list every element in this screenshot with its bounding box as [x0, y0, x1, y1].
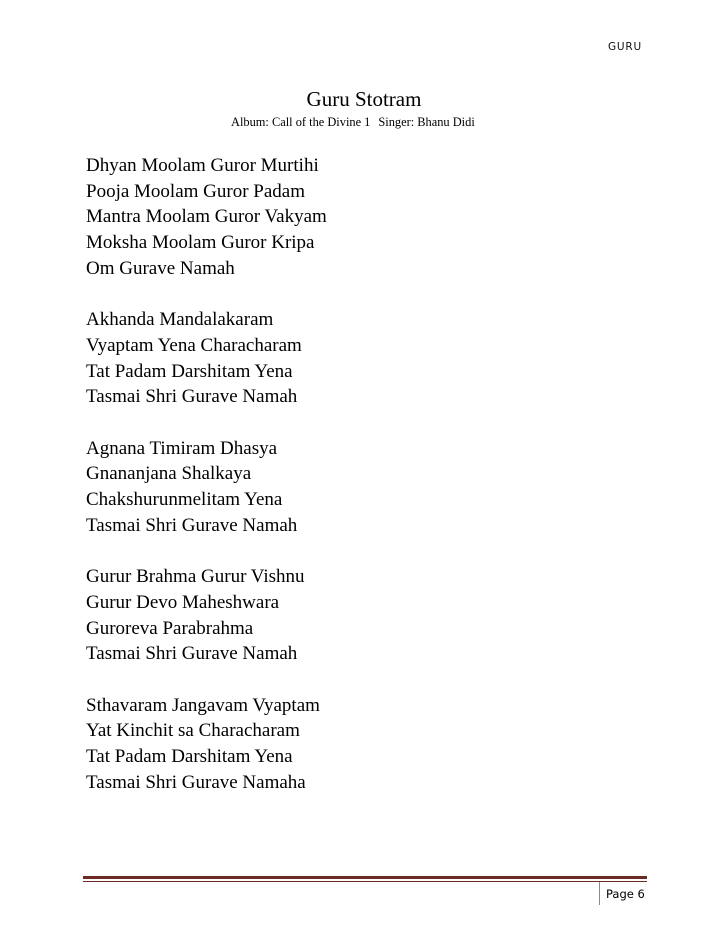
verse — [86, 436, 646, 539]
verse — [86, 564, 646, 667]
lyric-line: Guroreva Parabrahma — [86, 617, 254, 639]
page-title: Guru Stotram — [306, 87, 422, 111]
lyric-line: Gurur Brahma Gurur Vishnu — [86, 566, 305, 588]
singer-label: Singer: Bhanu Didi — [378, 115, 475, 129]
lyric-line: Dhyan Moolam Guror Murtihi — [86, 155, 319, 176]
lyrics-body — [86, 153, 646, 821]
footer-rule-thin — [83, 881, 647, 882]
lyric-line: Gurur Devo Maheshwara — [86, 591, 280, 613]
verse — [86, 153, 646, 282]
subtitle — [231, 115, 475, 130]
verse — [86, 307, 646, 410]
lyric-line: Tat Padam Darshitam Yena — [86, 746, 293, 768]
lyric-line: Mantra Moolam Guror Vakyam — [86, 206, 327, 228]
lyric-line: Akhanda Mandalakaram — [86, 309, 274, 331]
footer-divider — [599, 882, 600, 905]
lyric-line: Gnananjana Shalkaya — [86, 463, 252, 485]
lyric-line: Tat Padam Darshitam Yena — [86, 360, 293, 382]
album-label: Album: Call of the Divine 1 — [231, 115, 371, 129]
lyric-line: Pooja Moolam Guror Padam — [86, 180, 306, 202]
lyric-line: Moksha Moolam Guror Kripa — [86, 232, 315, 254]
running-header: GURU — [607, 41, 642, 53]
lyric-line: Om Gurave Namah — [86, 257, 235, 279]
lyric-line: Chakshurunmelitam Yena — [86, 489, 283, 511]
lyric-line: Agnana Timiram Dhasya — [86, 437, 278, 459]
lyric-line: Tasmai Shri Gurave Namah — [86, 514, 298, 536]
lyric-line: Tasmai Shri Gurave Namah — [86, 386, 298, 408]
lyric-line: Yat Kinchit sa Characharam — [86, 720, 300, 742]
footer-rule — [83, 876, 647, 879]
lyric-line: Vyaptam Yena Characharam — [86, 334, 302, 356]
page-number: Page 6 — [606, 887, 645, 901]
verse — [86, 693, 646, 796]
lyric-line: Tasmai Shri Gurave Namaha — [86, 771, 306, 793]
lyric-line: Tasmai Shri Gurave Namah — [86, 643, 298, 665]
lyric-line: Sthavaram Jangavam Vyaptam — [86, 694, 320, 716]
